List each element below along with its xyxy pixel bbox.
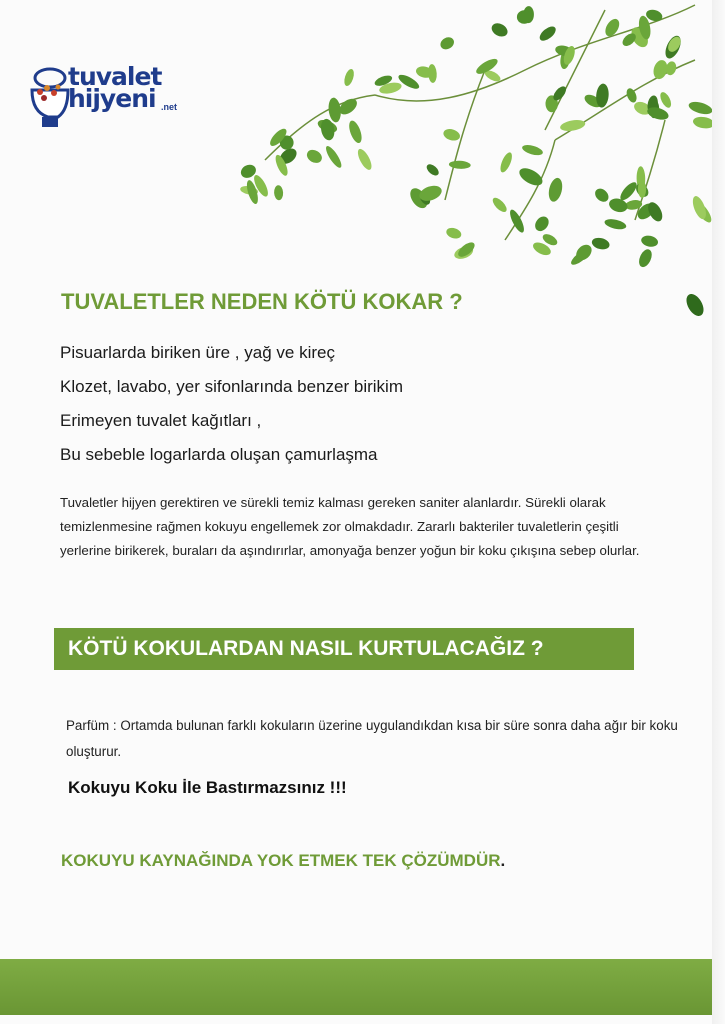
list-item: Erimeyen tuvalet kağıtları , — [60, 411, 262, 430]
section1-title: TUVALETLER NEDEN KÖTÜ KOKAR ? — [61, 289, 463, 314]
bottom-green-bar — [0, 959, 712, 1015]
conclusion-text: KOKUYU KAYNAĞINDA YOK ETMEK TEK ÇÖZÜMDÜR — [61, 851, 501, 870]
brand-logo — [28, 62, 188, 132]
toilet-logo-icon — [28, 62, 70, 132]
brand-name-line2: hijyeni — [68, 84, 156, 113]
parfum-paragraph: Parfüm : Ortamda bulunan farklı kokuların üzerine uygulandıkdan kısa bir süre sonra daha ağır bir koku oluşturur. — [66, 718, 678, 759]
page-edge-strip — [712, 0, 725, 1024]
section2-banner — [54, 628, 634, 670]
green-leaves-icon — [225, 0, 712, 330]
conclusion-period: . — [500, 851, 506, 870]
section2-title: KÖTÜ KOKULARDAN NASIL KURTULACAĞIZ ? — [68, 637, 544, 660]
list-item: Bu sebeble logarlarda oluşan çamurlaşma — [60, 445, 378, 464]
section1-paragraph: Tuvaletler hijyen gerektiren ve sürekli temiz kalması gereken saniter alanlardır. Sürekli olarak temizlenmesine rağmen kokuyu engellemek zor olmakdadır. Zararlı bakteriler tuvaletlerin çeşitli yerlerine birikerek, buraları da aşındırırlar, amonyağa benzer yoğun bir koku çıkışına sebep olurlar. — [60, 495, 640, 558]
list-item: Klozet, lavabo, yer sifonlarında benzer birikim — [60, 377, 403, 396]
brand-name-line1: tuvalet — [68, 62, 162, 91]
slogan-text: Kokuyu Koku İle Bastırmazsınız !!! — [68, 778, 347, 797]
conclusion-heading — [61, 851, 505, 871]
list-item: Pisuarlarda biriken üre , yağ ve kireç — [60, 343, 335, 362]
brand-domain-suffix: .net — [161, 102, 178, 112]
reasons-list — [60, 342, 403, 478]
